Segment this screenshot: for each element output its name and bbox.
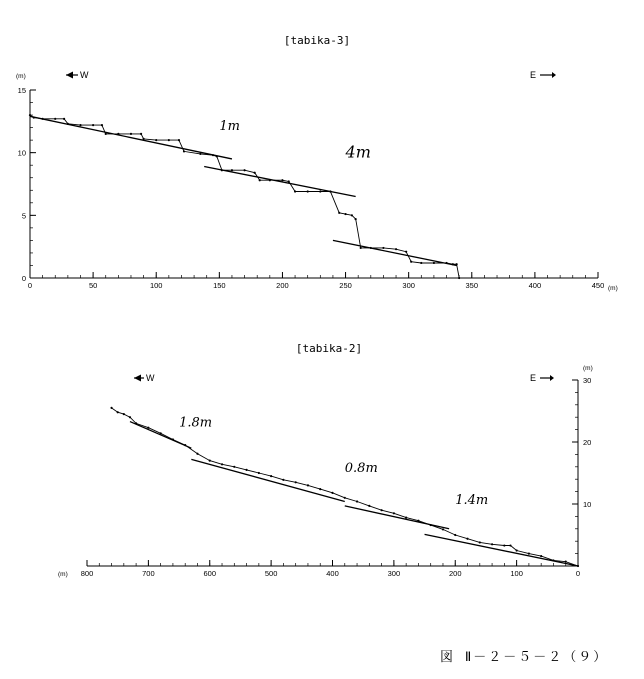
trend-line (425, 534, 578, 566)
profile-point (269, 179, 271, 181)
west-indicator (66, 70, 89, 80)
x-tick-label: 250 (339, 281, 352, 290)
east-indicator (530, 373, 554, 383)
profile-point (254, 172, 256, 174)
x-tick-label: 400 (326, 569, 339, 578)
profile-point (360, 247, 362, 249)
profile-point (140, 133, 142, 135)
profile-point (33, 116, 35, 118)
profile-point (410, 261, 412, 263)
x-tick-label: 700 (142, 569, 155, 578)
profile-point (294, 190, 296, 192)
x-tick-label: 50 (88, 281, 98, 290)
profile-point (281, 179, 283, 181)
x-tick-label: 800 (80, 569, 94, 578)
profile-point (212, 154, 214, 156)
y-unit-label: (m) (16, 73, 26, 80)
profile-point (258, 472, 260, 474)
y-tick-label: 10 (583, 500, 592, 509)
profile-point (129, 416, 131, 418)
profile-point (452, 263, 454, 265)
y-tick-label: 15 (17, 86, 26, 95)
profile-point (344, 497, 346, 499)
profile-point (143, 138, 145, 140)
x-tick-label: 300 (387, 569, 401, 578)
profile-point (344, 213, 346, 215)
trend-line (204, 166, 355, 196)
profile-point (63, 118, 65, 120)
x-tick-label: 450 (591, 281, 605, 290)
slope-annotation: 4m (345, 142, 371, 162)
east-label: E (530, 70, 537, 80)
profile-point (288, 180, 290, 182)
profile-point (528, 553, 530, 555)
profile-point (92, 124, 94, 126)
y-tick-label: 10 (17, 148, 26, 158)
profile-point (245, 469, 247, 471)
profile-point (42, 118, 44, 120)
east-indicator (530, 70, 556, 80)
profile-point (270, 475, 272, 477)
x-tick-label: 0 (575, 569, 581, 578)
profile-point (319, 488, 321, 490)
profile-point (209, 460, 211, 462)
profile-point (199, 153, 201, 155)
profile-point (430, 524, 432, 526)
profile-point (565, 561, 567, 563)
profile-point (130, 133, 132, 135)
profile-point (221, 169, 223, 171)
west-label: W (146, 373, 155, 383)
profile-point (117, 133, 119, 135)
y-tick-label: 0 (21, 274, 26, 283)
profile-point (196, 453, 198, 455)
profile-point (395, 248, 397, 250)
chart-title: [tabika-2] (295, 342, 363, 355)
trend-line (345, 506, 449, 529)
profile-point (216, 155, 218, 157)
west-indicator (134, 373, 155, 383)
profile-point (368, 505, 370, 507)
profile-point (356, 500, 358, 502)
profile-point (479, 541, 481, 543)
chart-title: [tabika-3] (283, 34, 351, 47)
profile-point (442, 528, 444, 530)
trend-line (191, 459, 344, 501)
chart-tabika-2 (58, 342, 593, 578)
x-tick-label: 500 (264, 569, 278, 578)
x-tick-label: 350 (465, 281, 479, 290)
profile-line (112, 408, 579, 566)
y-tick-label: 20 (583, 438, 592, 447)
x-unit-label: (m) (58, 571, 68, 578)
profile-point (454, 534, 456, 536)
x-tick-label: 400 (528, 281, 542, 290)
profile-point (466, 538, 468, 540)
x-tick-label: 600 (203, 569, 217, 578)
east-arrowhead-icon (550, 375, 554, 381)
profile-point (331, 492, 333, 494)
profile-point (405, 251, 407, 253)
figure-caption: 図 Ⅱ－２－５－２（９） (440, 650, 609, 665)
profile-point (516, 549, 518, 551)
x-tick-label: 200 (448, 569, 462, 578)
profile-point (178, 139, 180, 141)
profile-point (382, 247, 384, 249)
profile-point (509, 544, 511, 546)
profile-point (355, 218, 357, 220)
x-unit-label: (m) (608, 285, 618, 292)
east-arrowhead-icon (552, 72, 556, 78)
profile-point (307, 484, 309, 486)
profile-point (381, 509, 383, 511)
x-tick-label: 100 (149, 281, 163, 290)
profile-point (29, 114, 31, 116)
profile-point (233, 466, 235, 468)
west-label: W (80, 70, 89, 80)
x-tick-label: 0 (27, 281, 33, 290)
profile-point (417, 520, 419, 522)
profile-point (135, 422, 137, 424)
slope-annotation: 0.8m (344, 460, 378, 476)
profile-point (540, 555, 542, 557)
east-label: E (530, 373, 537, 383)
profile-point (183, 150, 185, 152)
profile-point (168, 139, 170, 141)
trend-line (333, 240, 457, 265)
profile-point (370, 247, 372, 249)
profile-point (221, 463, 223, 465)
profile-point (491, 543, 493, 545)
profile-point (79, 124, 81, 126)
profile-point (117, 411, 119, 413)
profile-point (295, 481, 297, 483)
profile-point (147, 427, 149, 429)
profile-point (319, 190, 321, 192)
profile-point (393, 512, 395, 514)
profile-point (105, 133, 107, 135)
x-tick-label: 200 (276, 281, 289, 290)
y-tick-label: 5 (21, 211, 26, 221)
profile-point (282, 479, 284, 481)
profile-point (405, 517, 407, 519)
profile-point (458, 277, 460, 279)
profile-point (552, 559, 554, 561)
trend-line (30, 116, 232, 159)
profile-point (420, 262, 422, 264)
chart-tabika-3 (16, 34, 618, 292)
x-tick-label: 150 (213, 281, 226, 290)
y-unit-label: (m) (583, 365, 593, 372)
profile-point (110, 407, 112, 409)
slope-annotation: 1.8m (179, 415, 213, 431)
profile-point (172, 438, 174, 440)
profile-point (184, 444, 186, 446)
profile-point (445, 262, 447, 264)
profile-point (329, 190, 331, 192)
profile-point (101, 124, 103, 126)
profile-point (123, 413, 125, 415)
profile-point (231, 169, 233, 171)
profile-point (54, 118, 56, 120)
profile-point (155, 139, 157, 141)
profile-point (338, 212, 340, 214)
profile-point (503, 544, 505, 546)
profile-point (433, 262, 435, 264)
profile-point (307, 190, 309, 192)
x-tick-label: 300 (402, 281, 415, 290)
profile-point (67, 123, 69, 125)
profile-point (160, 432, 162, 434)
slope-annotation: 1.4m (455, 493, 489, 508)
profile-point (243, 169, 245, 171)
x-tick-label: 100 (510, 569, 523, 578)
profile-point (351, 214, 353, 216)
profile-point (259, 179, 261, 181)
profile-point (456, 263, 458, 265)
slope-annotation: 1m (219, 119, 240, 135)
y-tick-label: 30 (583, 376, 592, 385)
profile-point (577, 565, 579, 567)
